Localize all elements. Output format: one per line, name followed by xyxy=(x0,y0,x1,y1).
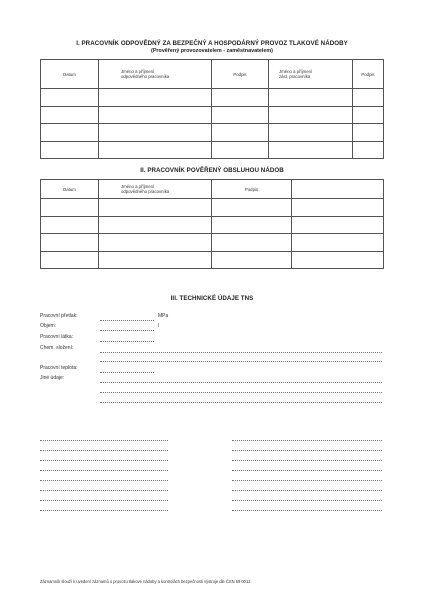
section1-title: I. PRACOVNÍK ODPOVĚDNÝ ZA BEZPEČNÝ A HOSPODÁRNÝ PROVOZ TLAKOVÉ NÁDOBY xyxy=(76,40,348,47)
table-row xyxy=(41,216,384,234)
table-cell[interactable] xyxy=(99,89,212,107)
signature-line-left[interactable] xyxy=(40,510,168,511)
signature-line-left[interactable] xyxy=(40,460,168,461)
table-row xyxy=(41,124,384,142)
signature-line-right[interactable] xyxy=(232,510,382,511)
col-jmeno-line1: Jméno a příjmení xyxy=(121,69,155,74)
table-cell[interactable] xyxy=(269,141,353,159)
table-cell[interactable] xyxy=(353,124,384,142)
col-datum: Datum xyxy=(41,180,99,199)
table-row xyxy=(41,141,384,159)
col-jmeno-zast-line1: Jméno a příjmení xyxy=(279,69,313,74)
pretlak-unit: MPa xyxy=(158,313,169,319)
teplota-field[interactable] xyxy=(100,372,154,373)
objem-field[interactable] xyxy=(100,330,154,331)
table-cell[interactable] xyxy=(269,124,353,142)
signature-line-right[interactable] xyxy=(232,440,382,441)
latka-field[interactable] xyxy=(100,341,154,342)
col-podpis: Podpis xyxy=(212,180,292,199)
table-row xyxy=(41,251,384,269)
table-cell[interactable] xyxy=(99,216,212,234)
col-jmeno-line2: odpovědného pracovníka xyxy=(121,74,170,79)
signature-line-right[interactable] xyxy=(232,460,382,461)
col-jmeno-zast xyxy=(269,60,353,89)
col-datum: Datum xyxy=(41,60,99,89)
table-cell[interactable] xyxy=(99,141,212,159)
table-cell[interactable] xyxy=(41,251,99,269)
col-jmeno xyxy=(99,180,212,199)
signature-line-right[interactable] xyxy=(232,500,382,501)
section1-header-row xyxy=(41,60,384,89)
objem-unit: l xyxy=(158,323,160,329)
table-cell[interactable] xyxy=(99,124,212,142)
col-jmeno-zast-line2: zást. pracovníka xyxy=(279,74,311,79)
table-cell[interactable] xyxy=(41,106,99,124)
table-cell[interactable] xyxy=(269,106,353,124)
table-cell[interactable] xyxy=(41,141,99,159)
section2-table xyxy=(40,179,384,269)
pretlak-label: Pracovní přetlak: xyxy=(40,313,78,319)
pretlak-field[interactable] xyxy=(100,320,154,321)
jine-field-continued[interactable] xyxy=(100,392,382,393)
jine-field[interactable] xyxy=(100,382,382,383)
table-row xyxy=(41,234,384,252)
table-cell[interactable] xyxy=(99,234,212,252)
table-cell[interactable] xyxy=(212,234,292,252)
table-row xyxy=(41,106,384,124)
latka-label: Pracovní látka: xyxy=(40,334,74,340)
table-cell[interactable] xyxy=(41,234,99,252)
section1-subtitle: (Prověřený provozovatelem - zaměstnavatelem) xyxy=(151,48,273,54)
signature-line-right[interactable] xyxy=(232,470,382,471)
signature-line-left[interactable] xyxy=(40,480,168,481)
table-cell[interactable] xyxy=(99,251,212,269)
table-cell[interactable] xyxy=(212,141,269,159)
objem-label: Objem: xyxy=(40,323,57,329)
table-cell[interactable] xyxy=(292,199,384,217)
section2-title: II. PRACOVNÍK POVĚŘENÝ OBSLUHOU NÁDOB xyxy=(140,167,284,174)
footnote: Záznamník slouží k uvedení záznamů o provozu tlakové nádoby a kontrolách bezpečnosti výstroje dle ČSN 69 0012. xyxy=(40,579,252,584)
table-cell[interactable] xyxy=(353,141,384,159)
signature-line-left[interactable] xyxy=(40,490,168,491)
section3-title: III. TECHNICKÉ ÚDAJE TNS xyxy=(170,295,254,302)
table-cell[interactable] xyxy=(353,106,384,124)
table-row xyxy=(41,199,384,217)
table-cell[interactable] xyxy=(292,216,384,234)
table-cell[interactable] xyxy=(353,89,384,107)
section1-table xyxy=(40,59,384,159)
table-cell[interactable] xyxy=(41,199,99,217)
table-cell[interactable] xyxy=(212,216,292,234)
table-cell[interactable] xyxy=(212,89,269,107)
signature-line-right[interactable] xyxy=(232,490,382,491)
slozeni-label: Chem. složení: xyxy=(40,345,74,351)
signature-line-left[interactable] xyxy=(40,440,168,441)
col-jmeno-line1: Jméno a příjmení xyxy=(121,184,155,189)
col-empty xyxy=(292,180,384,199)
slozeni-field-continued[interactable] xyxy=(100,361,382,362)
table-cell[interactable] xyxy=(99,106,212,124)
signature-line-right[interactable] xyxy=(232,450,382,451)
table-cell[interactable] xyxy=(41,89,99,107)
slozeni-field[interactable] xyxy=(100,352,382,353)
table-cell[interactable] xyxy=(292,234,384,252)
col-podpis-zast: Podpis xyxy=(353,60,384,89)
col-jmeno xyxy=(99,60,212,89)
signature-line-left[interactable] xyxy=(40,500,168,501)
table-cell[interactable] xyxy=(212,124,269,142)
teplota-label: Pracovní teplota: xyxy=(40,365,78,371)
table-row xyxy=(41,89,384,107)
table-cell[interactable] xyxy=(99,199,212,217)
table-cell[interactable] xyxy=(212,251,292,269)
col-jmeno-line2: odpovědného pracovníka xyxy=(121,189,170,194)
table-cell[interactable] xyxy=(212,199,292,217)
signature-line-left[interactable] xyxy=(40,470,168,471)
signature-line-left[interactable] xyxy=(40,450,168,451)
table-cell[interactable] xyxy=(41,124,99,142)
col-podpis: Podpis xyxy=(212,60,269,89)
table-cell[interactable] xyxy=(41,216,99,234)
jine-label: Jiné údaje: xyxy=(40,375,65,381)
table-cell[interactable] xyxy=(269,89,353,107)
jine-field-continued[interactable] xyxy=(100,402,382,403)
section2-header-row xyxy=(41,180,384,199)
signature-line-right[interactable] xyxy=(232,480,382,481)
table-cell[interactable] xyxy=(292,251,384,269)
table-cell[interactable] xyxy=(212,106,269,124)
